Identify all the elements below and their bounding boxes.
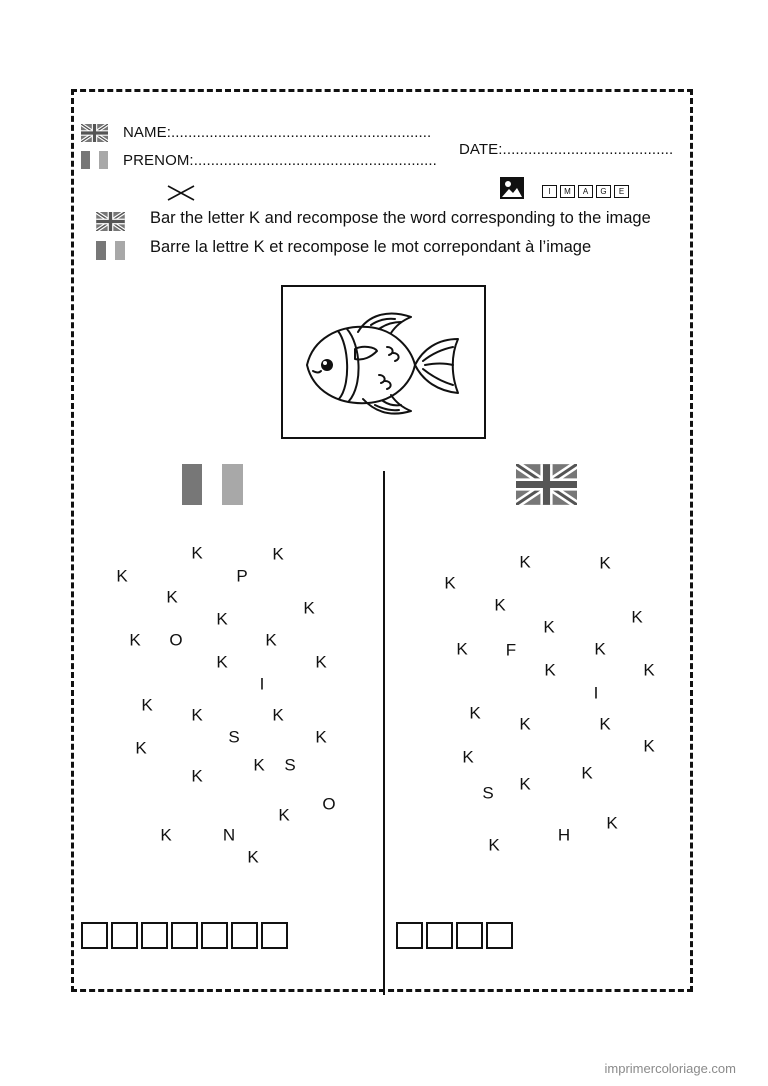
tile-letter: A [578, 185, 593, 198]
letter[interactable]: K [191, 766, 203, 786]
prenom-field-label: PRENOM:......................................................... [123, 152, 437, 169]
answer-box[interactable] [171, 922, 198, 949]
letter[interactable]: K [253, 755, 265, 775]
letter[interactable]: N [222, 825, 236, 845]
answer-box[interactable] [231, 922, 258, 949]
letter[interactable]: K [544, 660, 556, 680]
letter[interactable]: K [272, 705, 284, 725]
answer-box[interactable] [201, 922, 228, 949]
letter[interactable]: K [469, 703, 481, 723]
answer-box[interactable] [81, 922, 108, 949]
letter[interactable]: P [236, 566, 248, 586]
left-answer-boxes [81, 922, 291, 949]
letter[interactable]: K [303, 598, 315, 618]
letter[interactable]: K [191, 705, 203, 725]
letter[interactable]: K [141, 695, 153, 715]
letter[interactable]: K [272, 544, 284, 564]
column-divider [383, 471, 385, 995]
letter[interactable]: K [494, 595, 506, 615]
answer-box[interactable] [456, 922, 483, 949]
letter[interactable]: K [543, 617, 555, 637]
letter[interactable]: K [643, 736, 655, 756]
letter[interactable]: K [519, 714, 531, 734]
letter[interactable]: K [444, 573, 456, 593]
letter[interactable]: O [169, 630, 183, 650]
letter[interactable]: K [247, 847, 259, 867]
letter[interactable]: K [216, 652, 228, 672]
letter[interactable]: K [166, 587, 178, 607]
letter[interactable]: K [116, 566, 128, 586]
letter[interactable]: H [557, 825, 571, 845]
fish-illustration [283, 287, 484, 437]
instruction-french: Barre la lettre K et recompose le mot correpondant à l’image [150, 238, 592, 256]
letter[interactable]: K [643, 660, 655, 680]
fish-image-frame [281, 285, 486, 439]
tile-letter: I [542, 185, 557, 198]
answer-box[interactable] [396, 922, 423, 949]
letter[interactable]: K [462, 747, 474, 767]
france-flag-icon [182, 464, 243, 505]
letter[interactable]: O [322, 794, 336, 814]
letter[interactable]: K [594, 639, 606, 659]
letter[interactable]: K [315, 727, 327, 747]
letter[interactable]: I [259, 674, 265, 694]
name-field-label: NAME:............................................................. [123, 124, 432, 141]
uk-flag-icon [81, 124, 108, 142]
instruction-english: Bar the letter K and recompose the word corresponding to the image [150, 209, 651, 227]
letter[interactable]: K [631, 607, 643, 627]
letter[interactable]: K [278, 805, 290, 825]
tile-letter: G [596, 185, 611, 198]
picture-icon [499, 176, 525, 200]
answer-box[interactable] [426, 922, 453, 949]
uk-flag-icon [516, 464, 577, 505]
answer-box[interactable] [486, 922, 513, 949]
tile-letter: M [560, 185, 575, 198]
letter[interactable]: F [505, 640, 517, 660]
image-word-tiles [542, 185, 632, 198]
site-watermark: imprimercoloriage.com [604, 1061, 736, 1076]
letter[interactable]: S [284, 755, 296, 775]
uk-flag-icon [96, 212, 125, 231]
letter[interactable]: K [456, 639, 468, 659]
letter[interactable]: I [593, 683, 599, 703]
letter[interactable]: K [581, 763, 593, 783]
letter[interactable]: K [191, 543, 203, 563]
right-answer-boxes [396, 922, 516, 949]
letter[interactable]: K [488, 835, 500, 855]
france-flag-icon [96, 241, 125, 260]
letter[interactable]: K [160, 825, 172, 845]
letter[interactable]: K [265, 630, 277, 650]
letter[interactable]: K [216, 609, 228, 629]
letter[interactable]: K [599, 553, 611, 573]
letter[interactable]: K [599, 714, 611, 734]
letter[interactable]: K [315, 652, 327, 672]
letter[interactable]: K [606, 813, 618, 833]
answer-box[interactable] [261, 922, 288, 949]
scissors-icon [166, 184, 196, 202]
letter[interactable]: S [482, 783, 494, 803]
france-flag-icon [81, 151, 108, 169]
letter[interactable]: K [129, 630, 141, 650]
letter[interactable]: K [135, 738, 147, 758]
letter[interactable]: K [519, 552, 531, 572]
letter[interactable]: S [228, 727, 240, 747]
date-field-label: DATE:........................................ [459, 141, 674, 158]
tile-letter: E [614, 185, 629, 198]
answer-box[interactable] [141, 922, 168, 949]
letter[interactable]: K [519, 774, 531, 794]
answer-box[interactable] [111, 922, 138, 949]
